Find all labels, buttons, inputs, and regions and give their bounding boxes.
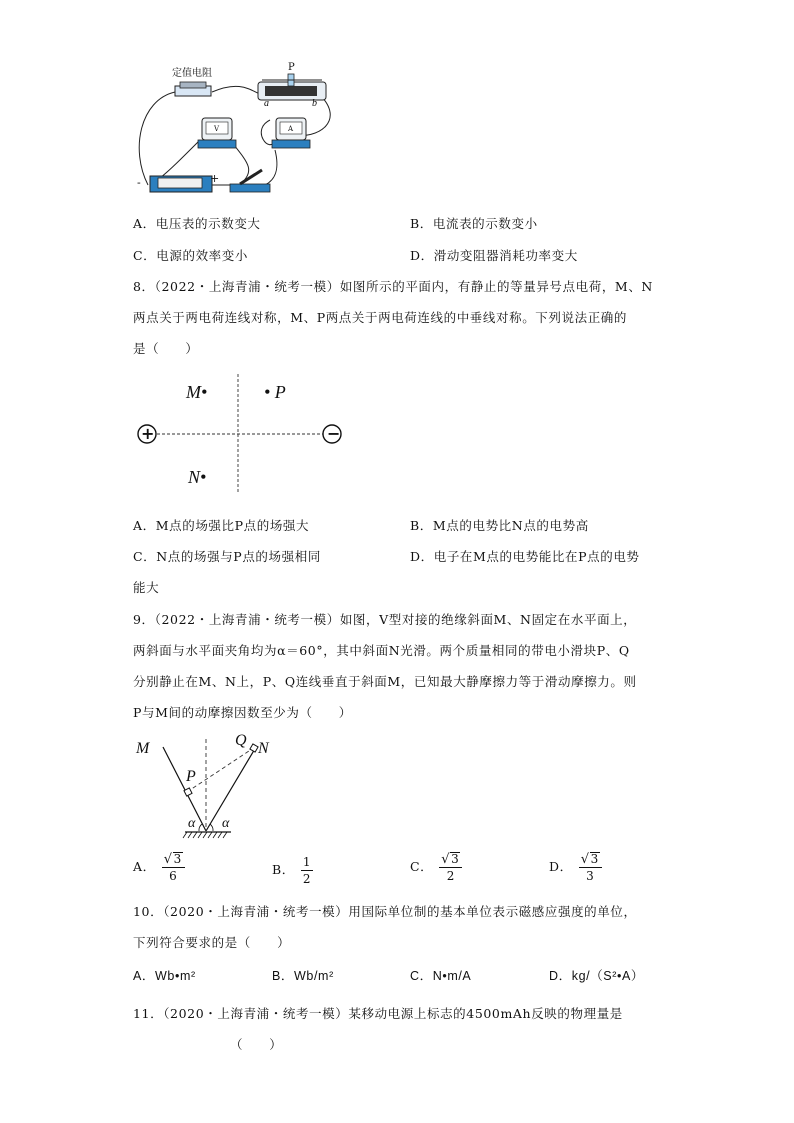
battery-plus-label: + xyxy=(210,172,220,185)
q10-option-b: B．Wb/m² xyxy=(272,969,334,983)
resistor-label: 定值电阻 xyxy=(172,68,212,79)
ammeter-label: A xyxy=(288,125,294,133)
block-q-label: Q xyxy=(235,732,247,749)
q9-option-a: A． √ 3 6 xyxy=(133,852,185,883)
negative-sign: − xyxy=(327,424,341,443)
point-n-label: N• xyxy=(188,467,207,487)
incline-n-label: N xyxy=(258,740,269,757)
q9-option-b: B． $\frac{1}{2}$ xyxy=(272,855,312,886)
q8-option-b: B．M点的电势比N点的电势高 xyxy=(410,518,589,533)
battery-minus-label: - xyxy=(137,176,141,189)
q8-stem-line-1: 8．（2022・上海青浦・统考一模）如图所示的平面内，有静止的等量异号点电荷，M、N xyxy=(133,279,653,294)
slider-label: P xyxy=(288,62,295,73)
angle-alpha-left: α xyxy=(188,816,196,831)
q10-option-c: C．N•m/A xyxy=(410,969,472,983)
q8-stem-line-3: 是（ ） xyxy=(133,341,199,356)
q9-stem-line-2: 两斜面与水平面夹角均为α＝60°，其中斜面N光滑。两个质量相同的带电小滑块P、Q xyxy=(133,643,630,658)
q7-option-b: B．电流表的示数变小 xyxy=(410,216,538,231)
point-p-label: • P xyxy=(264,382,286,402)
q8-option-d-continued: 能大 xyxy=(133,580,160,595)
q9-option-d: D． √ 3 3 xyxy=(549,852,602,883)
q9-stem-line-1: 9．（2022・上海青浦・统考一模）如图，V型对接的绝缘斜面M、N固定在水平面上， xyxy=(133,612,637,627)
q8-option-c: C．N点的场强与P点的场强相同 xyxy=(133,549,321,564)
q7-option-a: A．电压表的示数变大 xyxy=(133,216,261,231)
positive-sign: + xyxy=(141,424,155,443)
q9-stem-line-3: 分别静止在M、N上，P、Q连线垂直于斜面M，已知最大静摩擦力等于滑动摩擦力。则 xyxy=(133,674,637,689)
q11-stem-line-2: （ ） xyxy=(230,1037,283,1052)
q10-stem-line-1: 10．（2020・上海青浦・统考一模）用国际单位制的基本单位表示磁感应强度的单位， xyxy=(133,904,637,919)
block-p-label: P xyxy=(186,768,196,785)
q7-option-d: D．滑动变阻器消耗功率变大 xyxy=(410,248,578,263)
voltmeter-label: V xyxy=(214,125,220,133)
q7-option-c: C．电源的效率变小 xyxy=(133,248,248,263)
q10-option-d: D．kg/（S²•A） xyxy=(549,969,645,983)
q8-option-d: D．电子在M点的电势能比在P点的电势 xyxy=(410,549,640,564)
end-a-label: a xyxy=(264,98,269,109)
q9-option-c: C． √ 3 2 xyxy=(410,852,462,883)
circuit-diagram xyxy=(130,60,340,200)
q10-stem-line-2: 下列符合要求的是（ ） xyxy=(133,935,291,950)
incline-m-label: M xyxy=(136,740,150,757)
q10-option-a: A．Wb•m² xyxy=(133,969,196,983)
angle-alpha-right: α xyxy=(222,816,230,831)
q11-stem-line-1: 11．（2020・上海青浦・统考一模）某移动电源上标志的4500mAh反映的物理量是 xyxy=(133,1006,623,1021)
q8-option-a: A．M点的场强比P点的场强大 xyxy=(133,518,310,533)
point-m-label: M• xyxy=(186,382,208,402)
end-b-label: b xyxy=(312,98,317,109)
charges-diagram xyxy=(130,370,350,500)
q8-stem-line-2: 两点关于两电荷连线对称，M、P两点关于两电荷连线的中垂线对称。下列说法正确的 xyxy=(133,310,628,325)
q9-stem-line-4: P与M间的动摩擦因数至少为（ ） xyxy=(133,705,352,720)
